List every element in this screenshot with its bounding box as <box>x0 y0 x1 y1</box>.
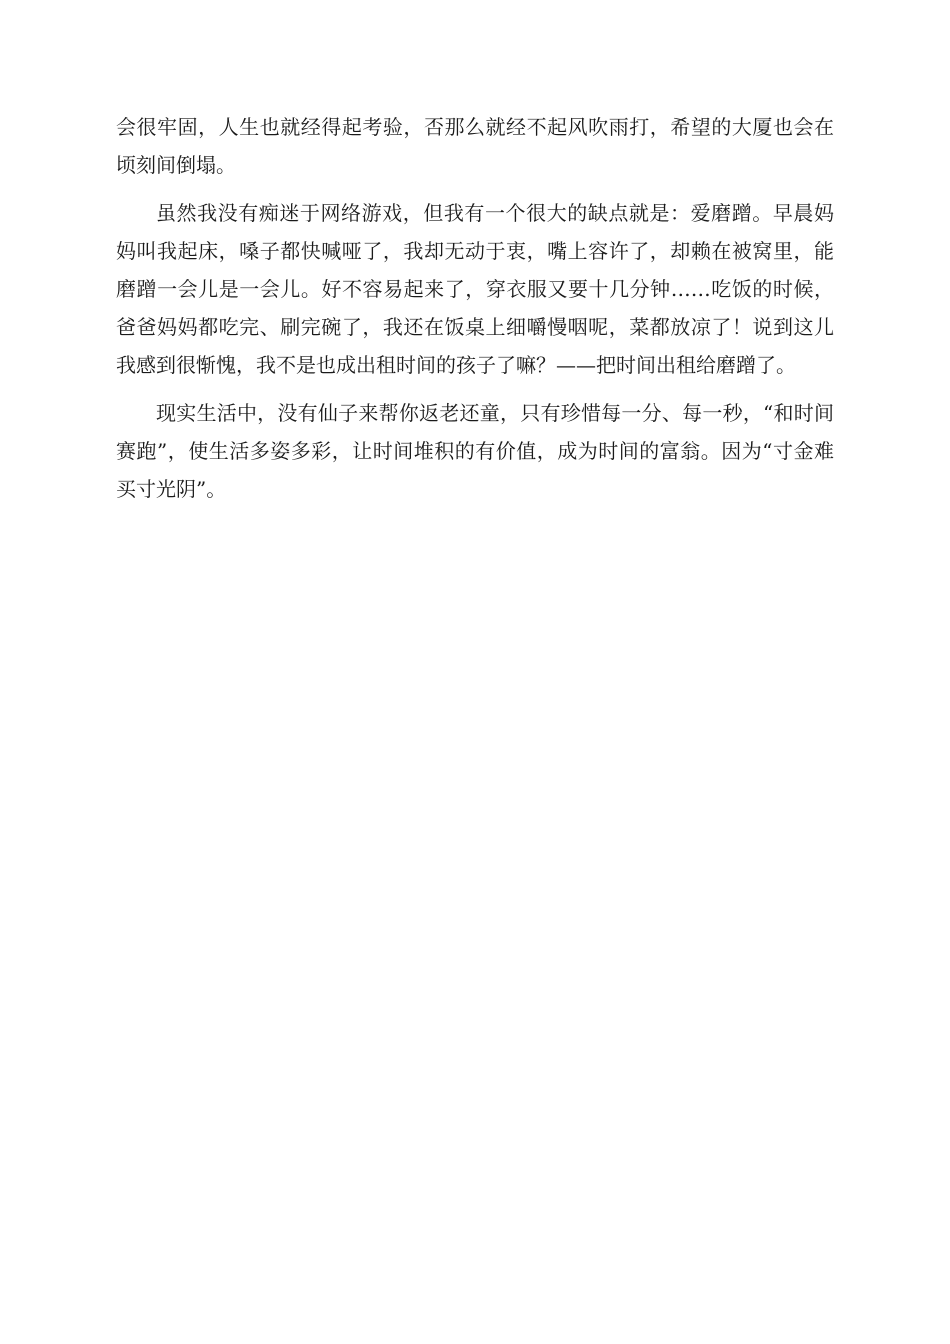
paragraph-2: 虽然我没有痴迷于网络游戏，但我有一个很大的缺点就是：爱磨蹭。早晨妈妈叫我起床，嗓子都快喊哑了，我却无动于衷，嘴上容许了，却赖在被窝里，能磨蹭一会儿是一会儿。好不容易起来了，穿衣服又要十几分钟……吃饭的时候，爸爸妈妈都吃完、刷完碗了，我还在饭桌上细嚼慢咽呢，菜都放凉了！说到这儿我感到很惭愧，我不是也成出租时间的孩子了嘛？——把时间出租给磨蹭了。 <box>116 201 834 377</box>
paragraph-3: 现实生活中，没有仙子来帮你返老还童，只有珍惜每一分、每一秒，“和时间赛跑”，使生活多姿多彩，让时间堆积的有价值，成为时间的富翁。因为“寸金难买寸光阴”。 <box>116 401 834 501</box>
document-body <box>116 108 834 518</box>
paragraph-1: 会很牢固，人生也就经得起考验，否那么就经不起风吹雨打，希望的大厦也会在顷刻间倒塌。 <box>116 115 834 177</box>
